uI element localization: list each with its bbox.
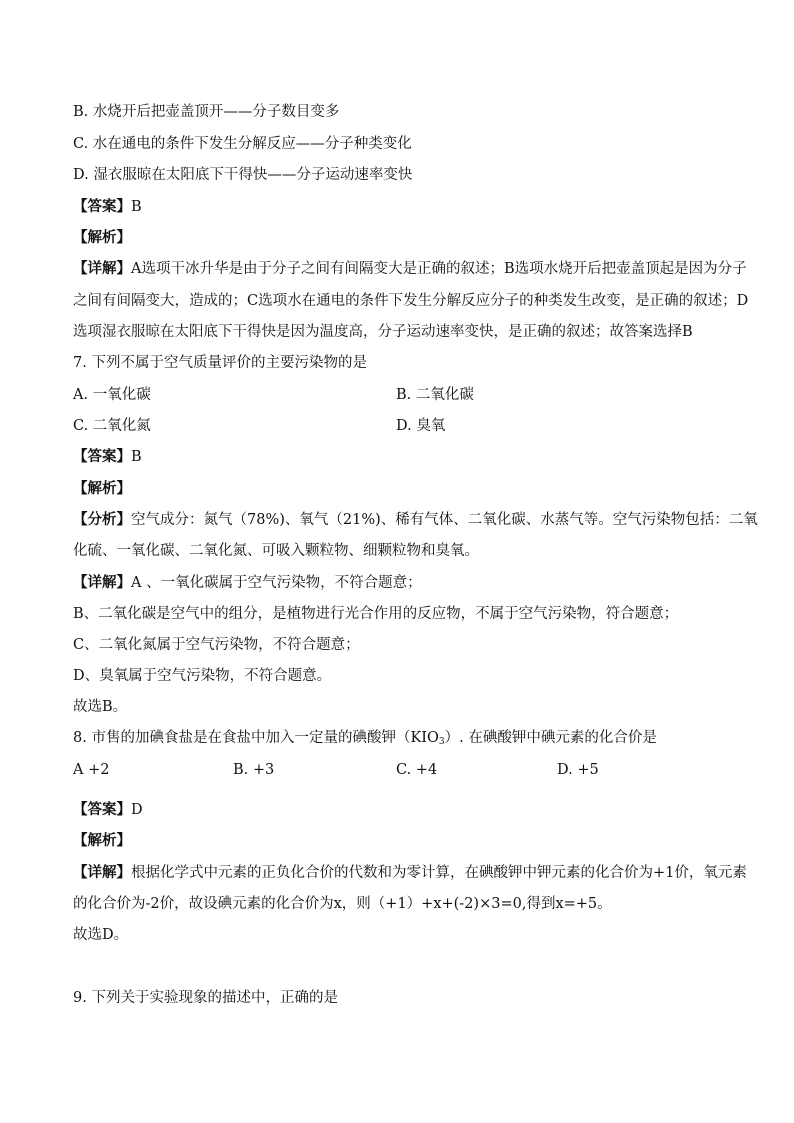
analysis-sub-tag: 【分析】 — [73, 511, 131, 528]
analysis-text: 空气成分：氮气（78%)、氧气（21%)、稀有气体、二氧化碳、水蒸气等。空气污染物包括：二氧 — [131, 512, 758, 528]
stem-text: 8. 市售的加碘食盐是在食盐中加入一定量的碘酸钾（KIO — [73, 730, 439, 746]
analysis-tag: 【解析】 — [73, 480, 131, 497]
q6-option-b: B. 水烧开后把壶盖顶开——分子数目变多 — [73, 104, 340, 120]
subscript: 3 — [438, 737, 445, 747]
q8-option-a: A +2 — [73, 762, 110, 778]
analysis-tag: 【解析】 — [73, 229, 131, 246]
q7-detail-line-d: D、臭氧属于空气污染物，不符合题意。 — [73, 668, 332, 684]
q6-option-c: C. 水在通电的条件下发生分解反应——分子种类变化 — [73, 136, 412, 152]
detail-tag: 【详解】 — [73, 864, 131, 881]
q7-detail-line-c: C、二氧化氮属于空气污染物，不符合题意； — [73, 637, 360, 653]
q6-detail-line-1 — [73, 259, 747, 279]
q8-option-d: D. +5 — [557, 762, 599, 778]
answer-value: D — [131, 802, 143, 818]
detail-text: 根据化学式中元素的正负化合价的代数和为零计算，在碘酸钾中钾元素的化合价为+1价，氧元素 — [131, 865, 747, 881]
detail-text: A 、一氧化碳属于空气污染物，不符合题意； — [131, 575, 422, 591]
q7-analysis-line-1 — [73, 510, 758, 530]
q6-answer — [73, 197, 142, 217]
answer-tag: 【答案】 — [73, 801, 131, 818]
q7-option-a: A. 一氧化碳 — [73, 387, 151, 403]
detail-text: A选项干冰升华是由于分子之间有间隔变大是正确的叙述；B选项水烧开后把壶盖顶起是因为分子 — [131, 261, 747, 277]
q6-detail-line-3: 选项湿衣服晾在太阳底下干得快是因为温度高，分子运动速率变快，是正确的叙述；故答案选择B — [73, 324, 693, 340]
q7-detail-line-a — [73, 573, 422, 593]
q8-detail-line-2: 的化合价为-2价，故设碘元素的化合价为x，则（+1）+x+(-2)×3=0,得到x=+5。 — [73, 896, 612, 912]
stem-text-end: ）. 在碘酸钾中碘元素的化合价是 — [444, 730, 657, 746]
q7-analysis-heading — [73, 479, 131, 499]
answer-value: B — [131, 449, 142, 465]
q7-option-c: C. 二氧化氮 — [73, 418, 151, 434]
q7-option-b: B. 二氧化碳 — [396, 387, 474, 403]
q8-stem — [73, 728, 657, 752]
detail-tag: 【详解】 — [73, 260, 131, 277]
q7-option-d: D. 臭氧 — [396, 418, 446, 434]
q7-stem: 7. 下列不属于空气质量评价的主要污染物的是 — [73, 355, 367, 371]
q7-conclusion: 故选B。 — [73, 699, 128, 715]
q8-answer — [73, 800, 143, 820]
answer-value: B — [131, 199, 142, 215]
answer-tag: 【答案】 — [73, 198, 131, 215]
q8-conclusion: 故选D。 — [73, 927, 129, 943]
analysis-tag: 【解析】 — [73, 832, 131, 849]
q8-option-c: C. +4 — [396, 762, 438, 778]
q6-option-d: D. 湿衣服晾在太阳底下干得快——分子运动速率变快 — [73, 167, 413, 183]
q8-detail-line-1 — [73, 863, 747, 883]
q8-analysis-heading — [73, 831, 131, 851]
q8-option-b: B. +3 — [233, 762, 275, 778]
q9-stem: 9. 下列关于实验现象的描述中，正确的是 — [73, 990, 338, 1006]
q6-analysis-heading — [73, 228, 131, 248]
q7-detail-line-b: B、二氧化碳是空气中的组分，是植物进行光合作用的反应物，不属于空气污染物，符合题意； — [73, 606, 679, 622]
answer-tag: 【答案】 — [73, 448, 131, 465]
q7-analysis-line-2: 化硫、一氧化碳、二氧化氮、可吸入颗粒物、细颗粒物和臭氧。 — [73, 543, 479, 559]
q7-answer — [73, 447, 142, 467]
detail-tag: 【详解】 — [73, 574, 131, 591]
q6-detail-line-2: 之间有间隔变大，造成的；C选项水在通电的条件下发生分解反应分子的种类发生改变，是正确的叙述；D — [73, 293, 749, 309]
